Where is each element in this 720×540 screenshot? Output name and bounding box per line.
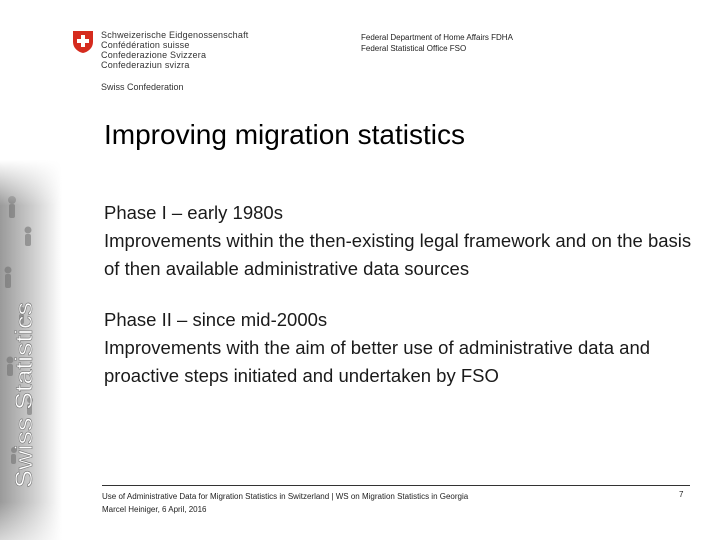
department-block: [361, 32, 513, 54]
swiss-crest-icon: [72, 30, 94, 54]
page-number: 7: [679, 490, 684, 499]
confederation-short-name: Swiss Confederation: [101, 82, 184, 92]
phase-2-block: [104, 306, 704, 390]
confederation-name-de: Schweizerische Eidgenossenschaft: [101, 30, 249, 40]
slide-title: Improving migration statistics: [104, 119, 466, 150]
footer-author-line: Marcel Heiniger, 6 April, 2016: [102, 505, 207, 514]
phase-2-heading: Phase II – since mid-2000s: [104, 309, 328, 330]
confederation-name-rm: Confederaziun svizra: [101, 60, 190, 70]
confederation-names: [101, 30, 248, 70]
phase-1-heading: Phase I – early 1980s: [104, 202, 283, 223]
footer: [102, 490, 468, 516]
footer-event-line: Use of Administrative Data for Migration Statistics in Switzerland | WS on Migration Statistics in Georgia: [102, 492, 469, 501]
vertical-label-text: Swiss Statistics: [11, 322, 38, 488]
confederation-name-fr: Confédération suisse: [101, 40, 190, 50]
footer-divider: [102, 485, 690, 486]
office-name: Federal Statistical Office FSO: [361, 44, 467, 53]
phase-2-text: Improvements with the aim of better use of administrative data and proactive steps initiated and undertaken by FSO: [104, 337, 651, 386]
confederation-name-it: Confederazione Svizzera: [101, 50, 207, 60]
phase-1-text: Improvements within the then-existing legal framework and on the basis of then available administrative data sources: [104, 230, 692, 279]
phase-1-block: [104, 199, 704, 283]
swiss-statistics-vertical-label: [6, 300, 40, 490]
department-name: Federal Department of Home Affairs FDHA: [361, 33, 513, 42]
